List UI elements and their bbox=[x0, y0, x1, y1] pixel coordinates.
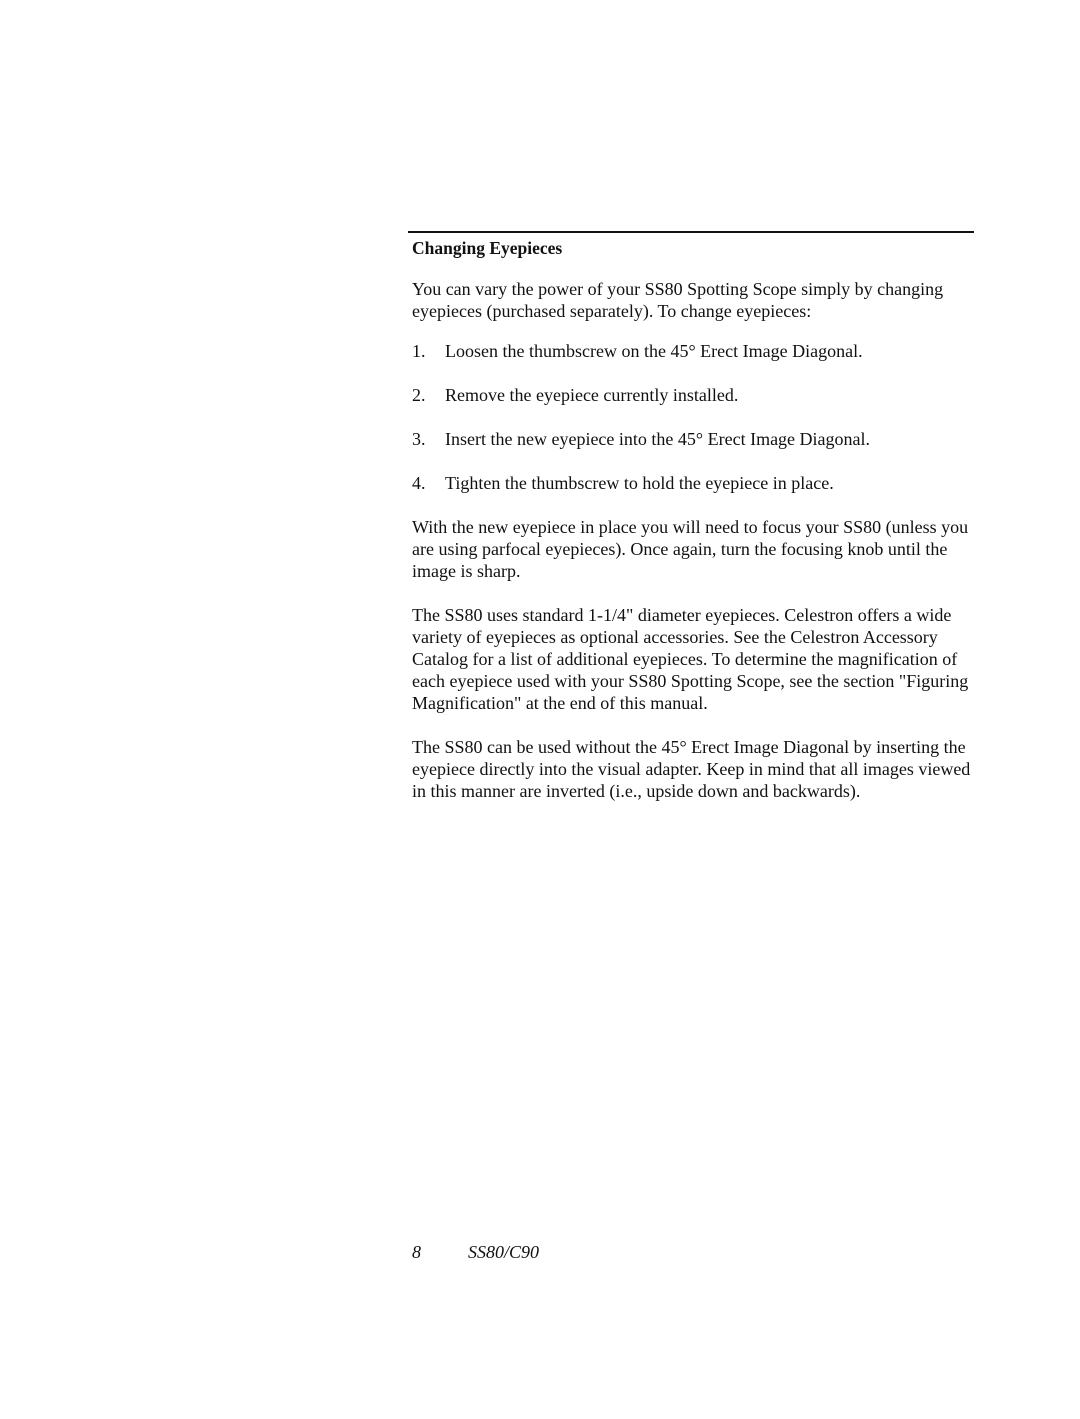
step-number: 1. bbox=[412, 341, 426, 361]
intro-paragraph: You can vary the power of your SS80 Spotting Scope simply by changing eyepieces (purchased separately). To change eyepieces: bbox=[412, 279, 944, 321]
list-item bbox=[412, 428, 980, 450]
list-item bbox=[412, 384, 980, 406]
step-text: Remove the eyepiece currently installed. bbox=[445, 385, 739, 405]
step-number: 3. bbox=[412, 429, 426, 449]
list-item bbox=[412, 340, 980, 362]
step-text: Tighten the thumbscrew to hold the eyepiece in place. bbox=[445, 473, 834, 493]
section-content bbox=[412, 232, 980, 802]
step-text: Loosen the thumbscrew on the 45° Erect Image Diagonal. bbox=[445, 341, 863, 361]
model-name: SS80/C90 bbox=[468, 1242, 540, 1262]
section-heading: Changing Eyepieces bbox=[412, 238, 563, 258]
page-footer bbox=[412, 1241, 539, 1263]
step-number: 4. bbox=[412, 473, 426, 493]
steps-list bbox=[412, 340, 980, 494]
page-number: 8 bbox=[412, 1242, 421, 1262]
step-text: Insert the new eyepiece into the 45° Erect Image Diagonal. bbox=[445, 429, 871, 449]
eyepiece-info-paragraph: The SS80 uses standard 1-1/4" diameter eyepieces. Celestron offers a wide variety of eyepieces as optional accessories. See the Celestron Accessory Catalog for a list of additional eyepieces. To determine the magnification of each eyepiece used with your SS80 Spotting Scope, see the section "Figuring Magnification" at the end of this manual. bbox=[412, 605, 969, 713]
list-item bbox=[412, 472, 980, 494]
focus-paragraph: With the new eyepiece in place you will need to focus your SS80 (unless you are using parfocal eyepieces). Once again, turn the focusing knob until the image is sharp. bbox=[412, 517, 969, 581]
step-number: 2. bbox=[412, 385, 426, 405]
diagonal-note-paragraph: The SS80 can be used without the 45° Erect Image Diagonal by inserting the eyepiece directly into the visual adapter. Keep in mind that all images viewed in this manner are inverted (i.e., upside down and backwards). bbox=[412, 737, 971, 801]
